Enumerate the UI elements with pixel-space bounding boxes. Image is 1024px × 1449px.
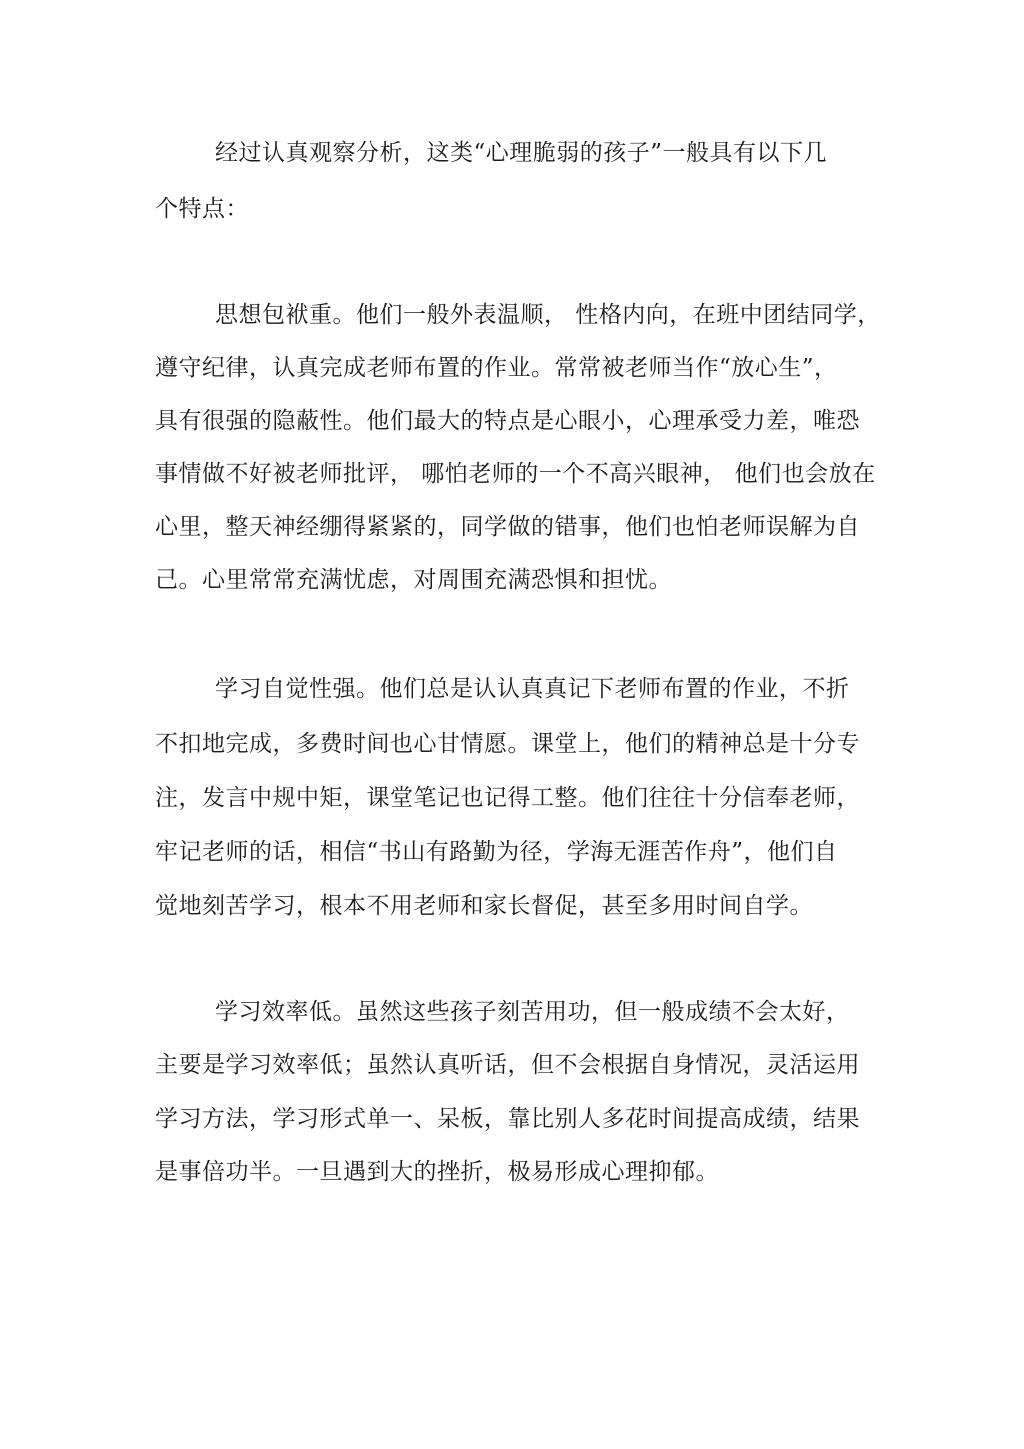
text-line: 学习效率低。虽然这些孩子刻苦用功，但一般成绩不会太好， [215,999,850,1025]
text-line: 事情做不好被老师批评， 哪怕老师的一个不高兴眼神， 他们也会放在 [155,461,876,487]
text-line: 是事倍功半。一旦遇到大的挫折，极易形成心理抑郁。 [155,1159,719,1185]
text-line: 主要是学习效率低；虽然认真听话，但不会根据自身情况，灵活运用 [155,1052,860,1078]
text-line: 不扣地完成，多费时间也心甘情愿。课堂上，他们的精神总是十分专 [155,731,860,757]
text-line: 觉地刻苦学习，根本不用老师和家长督促，甚至多用时间自学。 [155,893,813,919]
text-line: 心里，整天神经绷得紧紧的，同学做的错事，他们也怕老师误解为自 [155,514,860,540]
text-line: 经过认真观察分析，这类“心理脆弱的孩子”一般具有以下几 [215,140,828,166]
text-line: 学习方法，学习形式单一、呆板，靠比别人多花时间提高成绩，结果 [155,1106,860,1132]
text-line: 牢记老师的话，相信“书山有路勤为径，学海无涯苦作舟”，他们自 [155,839,838,865]
text-line: 己。心里常常充满忧虑，对周围充满恐惧和担忧。 [155,567,672,593]
text-line: 思想包袱重。他们一般外表温顺， 性格内向，在班中团结同学， [215,302,881,328]
text-line: 个特点： [155,196,249,222]
text-line: 遵守纪律，认真完成老师布置的作业。常常被老师当作“放心生”， [155,355,838,381]
text-line: 具有很强的隐蔽性。他们最大的特点是心眼小，心理承受力差，唯恐 [155,408,860,434]
text-line: 学习自觉性强。他们总是认认真真记下老师布置的作业，不折 [215,676,850,702]
text-line: 注，发言中规中矩，课堂笔记也记得工整。他们往往十分信奉老师， [155,785,860,811]
